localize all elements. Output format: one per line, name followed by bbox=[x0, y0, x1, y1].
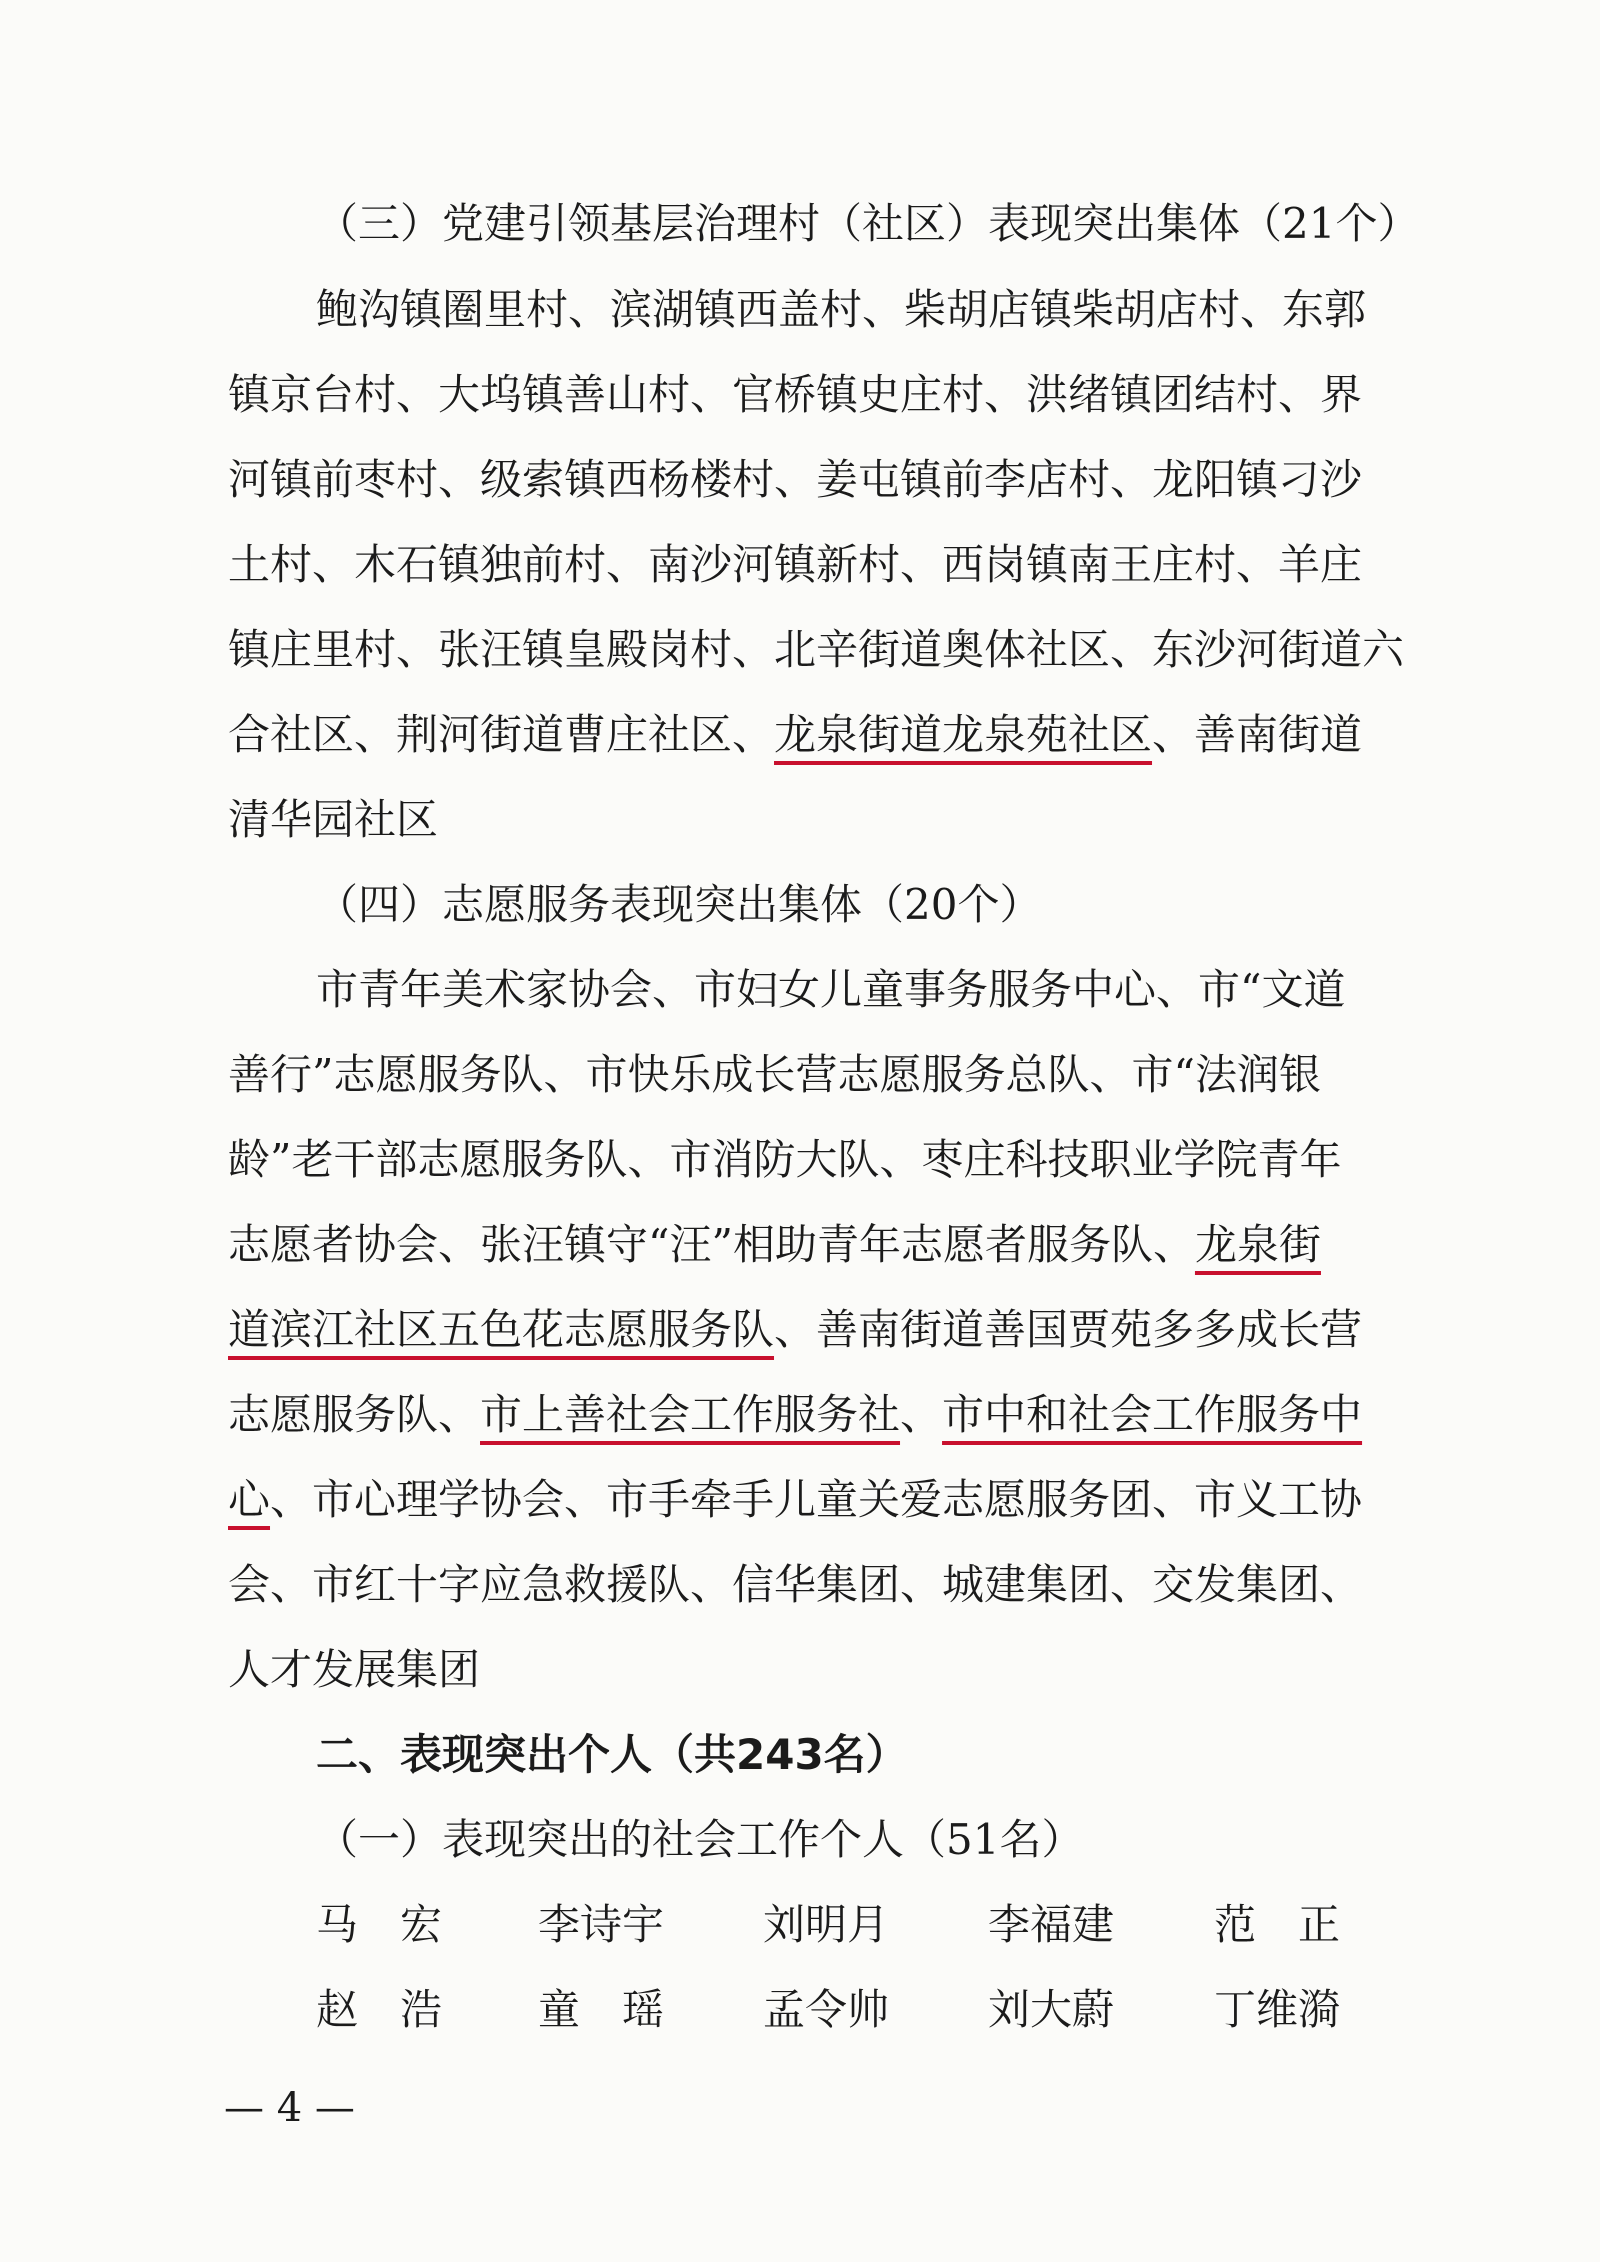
section4-line-5 bbox=[228, 1302, 1362, 1358]
section3-line-7: 清华园社区 bbox=[228, 795, 439, 844]
section4-line-1: 市青年美术家协会、市妇女儿童事务服务中心、市“文道 bbox=[316, 965, 1346, 1014]
section4-line-2: 善行”志愿服务队、市快乐成长营志愿服务总队、市“法润银 bbox=[228, 1050, 1321, 1099]
section3-line-5: 镇庄里村、张汪镇皇殿岗村、北辛街道奥体社区、东沙河街道六 bbox=[228, 625, 1405, 674]
section4-line-9: 人才发展集团 bbox=[228, 1645, 481, 1694]
person-name: 刘明月 bbox=[763, 1900, 890, 1949]
section4-line-7 bbox=[228, 1472, 1362, 1528]
section4-line-3: 龄”老干部志愿服务队、市消防大队、枣庄科技职业学院青年 bbox=[228, 1135, 1342, 1184]
person-name: 丁维漪 bbox=[1214, 1985, 1341, 2034]
person-name: 刘大蔚 bbox=[988, 1985, 1115, 2034]
section3-line-4: 土村、木石镇独前村、南沙河镇新村、西岗镇南王庄村、羊庄 bbox=[228, 540, 1363, 589]
section4-line-6-pre: 志愿服务队、 bbox=[228, 1390, 481, 1439]
section4-line-7-post: 、市心理学协会、市手牵手儿童关爱志愿服务团、市义工协 bbox=[270, 1475, 1363, 1524]
underlined-zhonghe-end: 心 bbox=[228, 1475, 271, 1524]
page-number: — 4 — bbox=[224, 2085, 355, 2131]
person-name: 孟令帅 bbox=[763, 1985, 890, 2034]
underlined-longquan-start: 龙泉街 bbox=[1194, 1220, 1321, 1269]
section3-line-6-post: 、善南街道 bbox=[1152, 710, 1363, 759]
section3-line-1: 鲍沟镇圈里村、滨湖镇西盖村、柴胡店镇柴胡店村、东郭 bbox=[316, 285, 1367, 334]
part2-heading: 二、表现突出个人（共243名） bbox=[316, 1730, 908, 1779]
underlined-zhonghe: 市中和社会工作服务中 bbox=[942, 1390, 1363, 1439]
person-name: 李福建 bbox=[988, 1900, 1115, 1949]
section3-line-3: 河镇前枣村、级索镇西杨楼村、姜屯镇前李店村、龙阳镇刁沙 bbox=[228, 455, 1363, 504]
section4-line-6-mid: 、 bbox=[900, 1390, 943, 1439]
underlined-binjiang-team: 道滨江社区五色花志愿服务队 bbox=[228, 1305, 775, 1354]
underlined-shangshan: 市上善社会工作服务社 bbox=[480, 1390, 901, 1439]
section3-line-6-pre: 合社区、荆河街道曹庄社区、 bbox=[228, 710, 775, 759]
person-name: 范 正 bbox=[1214, 1900, 1341, 1949]
section4-line-8: 会、市红十字应急救援队、信华集团、城建集团、交发集团、 bbox=[228, 1560, 1363, 1609]
person-name: 童 瑶 bbox=[538, 1985, 665, 2034]
section3-line-6 bbox=[228, 707, 1362, 763]
person-name: 李诗宇 bbox=[538, 1900, 665, 1949]
section4-line-4-pre: 志愿者协会、张汪镇守“汪”相助青年志愿者服务队、 bbox=[228, 1220, 1195, 1269]
underlined-longquan-yuan: 龙泉街道龙泉苑社区 bbox=[774, 710, 1153, 759]
section4-line-5-post: 、善南街道善国贾苑多多成长营 bbox=[774, 1305, 1363, 1354]
section4-line-4 bbox=[228, 1217, 1321, 1273]
section3-heading: （三）党建引领基层治理村（社区）表现突出集体（21个） bbox=[316, 199, 1420, 248]
section3-line-2: 镇京台村、大坞镇善山村、官桥镇史庄村、洪绪镇团结村、界 bbox=[228, 370, 1363, 419]
section4-line-6 bbox=[228, 1387, 1362, 1443]
person-name: 马 宏 bbox=[316, 1900, 443, 1949]
part2-sub-heading: （一）表现突出的社会工作个人（51名） bbox=[316, 1815, 1084, 1864]
person-name: 赵 浩 bbox=[316, 1985, 443, 2034]
section4-heading: （四）志愿服务表现突出集体（20个） bbox=[316, 880, 1042, 929]
